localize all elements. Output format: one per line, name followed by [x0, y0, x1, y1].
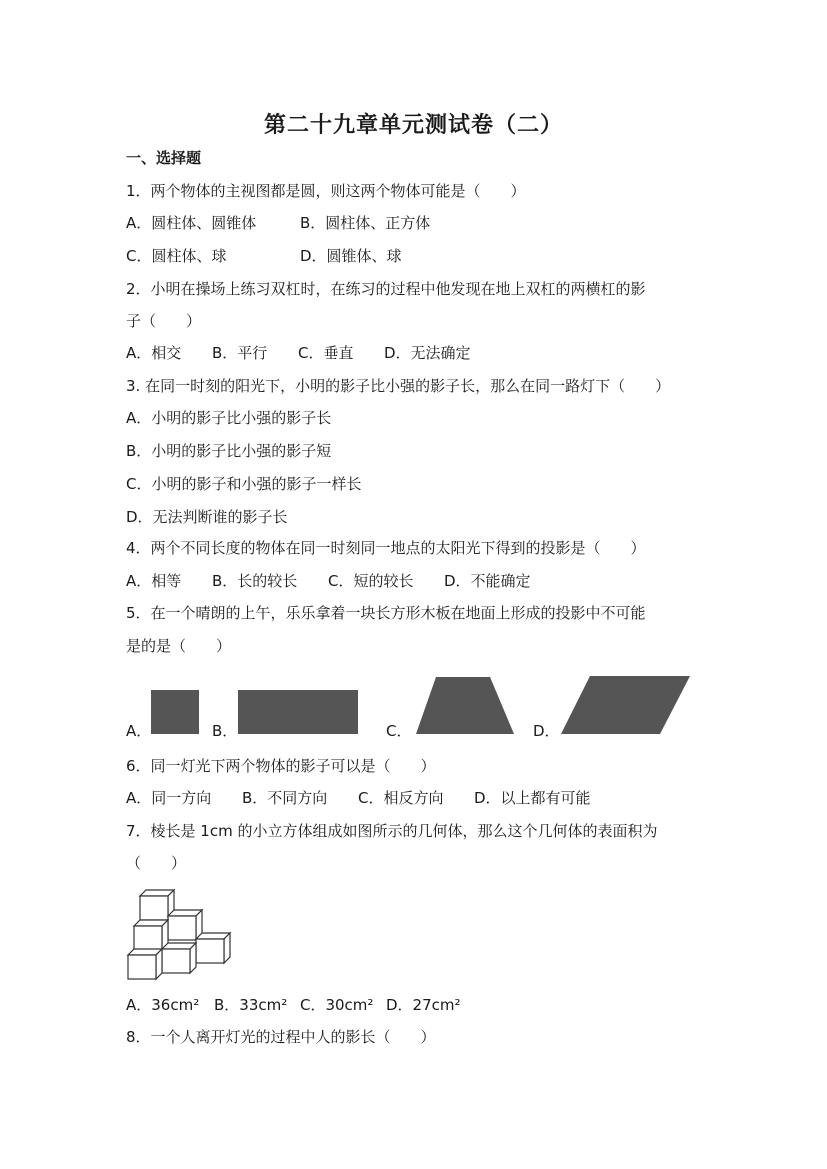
q1-option-d: D．圆锥体、球: [300, 247, 402, 265]
page-title: 第二十九章单元测试卷（二）: [263, 113, 563, 138]
q2-option-d: D．无法确定: [384, 344, 471, 362]
q6-option-a: A．同一方向: [126, 789, 212, 807]
question-8-stem: 8．一个人离开灯光的过程中人的影长（ ）: [126, 1028, 436, 1046]
cube-stack-figure: [124, 883, 236, 987]
q5-label-d: D．: [533, 722, 560, 740]
q5-label-c: C．: [386, 722, 412, 740]
question-1-options-row2: [126, 246, 402, 266]
q7-option-a: A．36cm²: [126, 996, 200, 1014]
question-7-stem-line1: 7．棱长是 1cm 的小立方体组成如图所示的几何体，那么这个几何体的表面积为: [126, 822, 658, 840]
question-4-stem: 4．两个不同长度的物体在同一时刻同一地点的太阳光下得到的投影是（ ）: [126, 539, 646, 557]
q5-label-b: B．: [212, 722, 238, 740]
q6-option-b: B．不同方向: [242, 789, 328, 807]
q1-option-c: C．圆柱体、球: [126, 247, 227, 265]
q1-option-a: A．圆柱体、圆锥体: [126, 214, 257, 232]
q5-rectangle-shape: [237, 689, 359, 735]
question-1-stem: 1．两个物体的主视图都是圆，则这两个物体可能是（ ）: [126, 182, 526, 200]
q4-option-b: B．长的较长: [212, 572, 298, 590]
question-6-options: [126, 788, 591, 808]
q7-option-b: B．33cm²: [214, 996, 288, 1014]
q6-option-d: D．以上都有可能: [474, 789, 591, 807]
q3-option-d: D．无法判断谁的影子长: [126, 508, 288, 526]
q2-option-b: B．平行: [212, 344, 268, 362]
question-7-options: [126, 995, 461, 1015]
question-5-stem-line1: 5．在一个晴朗的上午，乐乐拿着一块长方形木板在地面上形成的投影中不可能: [126, 604, 646, 622]
q7-option-c: C．30cm²: [300, 996, 374, 1014]
question-4-options: [126, 571, 531, 591]
q5-square-shape: [150, 689, 202, 735]
question-2-stem-line1: 2．小明在操场上练习双杠时，在练习的过程中他发现在地上双杠的两横杠的影: [126, 280, 646, 298]
q6-option-c: C．相反方向: [358, 789, 444, 807]
q5-trapezoid-shape: [414, 676, 516, 736]
q5-parallelogram-shape: [560, 675, 692, 735]
question-2-options: [126, 343, 471, 363]
q2-option-a: A．相交: [126, 344, 182, 362]
q3-option-c: C．小明的影子和小强的影子一样长: [126, 475, 362, 493]
question-7-stem-line2: （ ）: [126, 854, 187, 872]
q2-option-c: C．垂直: [298, 344, 354, 362]
q4-option-d: D．不能确定: [444, 572, 531, 590]
q4-option-a: A．相等: [126, 572, 182, 590]
q1-option-b: B．圆柱体、正方体: [300, 214, 431, 232]
question-6-stem: 6．同一灯光下两个物体的影子可以是（ ）: [126, 757, 436, 775]
q3-option-b: B．小明的影子比小强的影子短: [126, 442, 332, 460]
q7-option-d: D．27cm²: [386, 996, 461, 1014]
question-5-stem-line2: 是的是（ ）: [126, 637, 232, 655]
q4-option-c: C．短的较长: [328, 572, 414, 590]
section-heading: 一、选择题: [126, 149, 202, 167]
q5-label-a: A．: [126, 722, 152, 740]
question-1-options-row1: [126, 213, 430, 233]
question-2-stem-line2: 子（ ）: [126, 312, 202, 330]
question-3-stem: 3. 在同一时刻的阳光下，小明的影子比小强的影子长，那么在同一路灯下（ ）: [126, 377, 671, 395]
q3-option-a: A．小明的影子比小强的影子长: [126, 409, 332, 427]
